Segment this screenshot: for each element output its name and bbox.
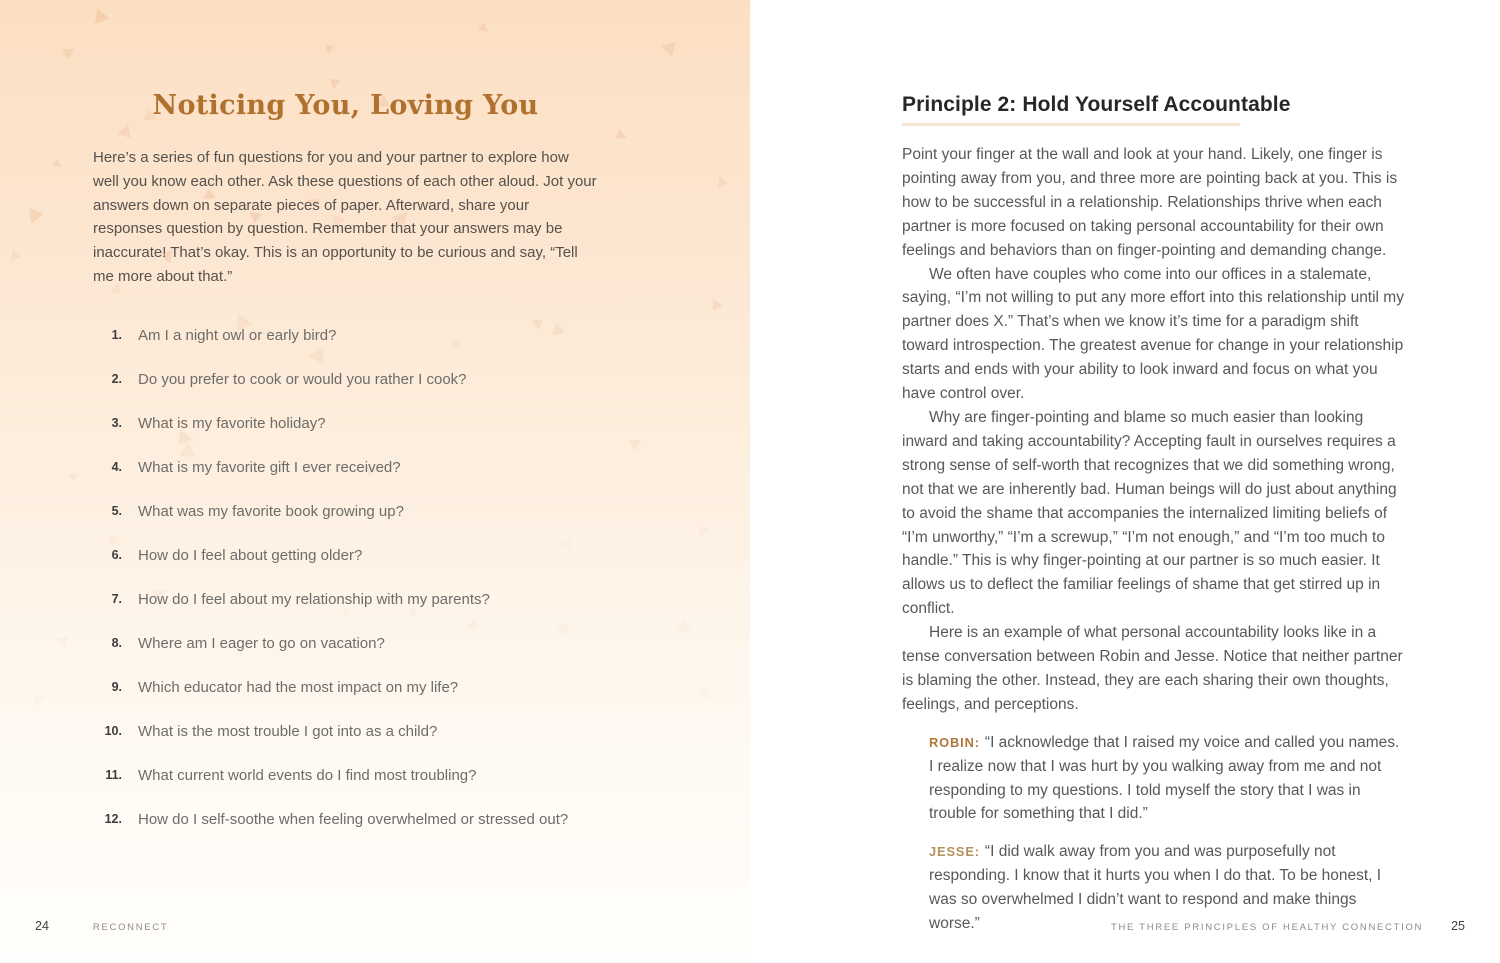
item-number: 10. <box>104 723 122 738</box>
item-number: 9. <box>111 679 122 694</box>
item-number: 5. <box>111 503 122 518</box>
triangle-motif <box>708 298 724 314</box>
item-number: 6. <box>111 547 122 562</box>
triangle-motif <box>89 7 111 29</box>
item-number: 8. <box>111 635 122 650</box>
running-head: THE THREE PRINCIPLES OF HEALTHY CONNECTION <box>1110 922 1424 933</box>
triangle-motif <box>672 618 693 639</box>
item-number: 12. <box>104 811 122 826</box>
body-paragraph: Point your finger at the wall and look at your hand. Likely, one finger is pointing away from you, and three more are pointing back at you. This is how to be successful in a relationship. Relationships thrive when each partner is more focused on taking personal accountability for their own feelings and behaviors than on finger-pointing and demanding change. <box>902 146 1398 259</box>
questions-list <box>93 326 598 830</box>
item-number: 2. <box>111 371 122 386</box>
question-text: How do I self-soothe when feeling overwhelmed or stressed out? <box>138 810 569 828</box>
triangle-motif <box>714 176 729 191</box>
question-text: What was my favorite book growing up? <box>138 502 404 520</box>
heading-underline <box>902 123 1240 126</box>
question-text: Where am I eager to go on vacation? <box>138 634 385 652</box>
list-item <box>93 458 598 478</box>
triangle-motif <box>477 21 489 33</box>
triangle-motif <box>626 434 644 452</box>
list-item <box>93 590 598 610</box>
right-page-footer <box>1111 919 1465 933</box>
list-item <box>93 326 598 346</box>
list-item <box>93 634 598 654</box>
list-item <box>93 546 598 566</box>
speaker-label-robin: ROBIN: <box>929 734 980 750</box>
body-paragraph: Why are finger-pointing and blame so much easier than looking inward and taking accountability? Accepting fault in ourselves requires a strong sense of self-worth that recognizes that we did something wrong, not that we are inherently bad. Human beings will do just about anything to avoid the shame that accompanies the internalized limiting beliefs of “I’m unworthy,” “I’m a screwup,” “I’m not enough,” and “I’m too much to handle.” This is why finger-pointing at our partner is so much easier. It allows us to deflect the familiar feelings of shame that get stirred up in conflict. <box>902 408 1397 618</box>
triangle-motif <box>612 127 628 143</box>
triangle-motif <box>324 42 337 55</box>
question-text: Am I a night owl or early bird? <box>138 326 337 344</box>
question-text: How do I feel about my relationship with my parents? <box>138 590 490 608</box>
dialogue-robin <box>929 731 1407 827</box>
speaker-label-jesse: JESSE: <box>929 844 980 860</box>
list-item <box>93 370 598 390</box>
body-paragraph: Here is an example of what personal accountability looks like in a tense conversation between Robin and Jesse. Notice that neither partner is blaming the other. Instead, they are each sharing their own thoughts, feelings, and perceptions. <box>902 624 1403 713</box>
running-head: RECONNECT <box>92 922 169 933</box>
item-number: 7. <box>111 591 122 606</box>
triangle-motif <box>695 684 712 701</box>
item-number: 11. <box>105 767 122 782</box>
left-page-footer <box>35 919 168 933</box>
page-title: Noticing You, Loving You <box>152 90 539 121</box>
list-item <box>93 810 598 830</box>
question-text: Which educator had the most impact on my life? <box>138 678 459 696</box>
question-text: How do I feel about getting older? <box>138 546 363 564</box>
item-number: 1. <box>111 327 122 342</box>
question-text: What is the most trouble I got into as a child? <box>138 722 438 740</box>
list-item <box>93 722 598 742</box>
page-number: 25 <box>1451 919 1465 933</box>
list-item <box>93 502 598 522</box>
question-text: Do you prefer to cook or would you rather I cook? <box>138 370 467 388</box>
intro-paragraph: Here’s a series of fun questions for you and your partner to explore how well you know each other. Ask these questions of each other aloud. Jot your answers down on separate pieces of paper. Afterward, share your responses question by question. Remember that your answers may be inaccurate! That’s okay. This is an opportunity to be curious and say, “Tell me more about that.” <box>93 149 597 285</box>
section-heading: Principle 2: Hold Yourself Accountable <box>902 93 1291 116</box>
question-text: What current world events do I find most troubling? <box>138 766 477 784</box>
question-text: What is my favorite gift I ever received? <box>138 458 401 476</box>
list-item <box>93 766 598 786</box>
triangle-motif <box>698 525 710 537</box>
dialogue-text: “I did walk away from you and was purposefully not responding. I know that it hurts you when I do that. To be honest, I was so overwhelmed I didn’t want to respond and make things worse.” <box>929 843 1382 933</box>
list-item <box>93 678 598 698</box>
page-number: 24 <box>35 919 49 933</box>
item-number: 3. <box>111 415 122 430</box>
triangle-motif <box>328 75 342 89</box>
left-page-content <box>0 90 598 830</box>
right-page <box>750 0 1500 963</box>
triangle-motif <box>59 43 76 60</box>
list-item <box>93 414 598 434</box>
dialogue-text: “I acknowledge that I raised my voice and called you names. I realize now that I was hurt by you walking away from me and not responding to my questions. I told myself the story that I was in trouble for something that I did.” <box>929 733 1400 823</box>
item-number: 4. <box>111 459 122 474</box>
question-text: What is my favorite holiday? <box>138 414 326 432</box>
body-paragraph: We often have couples who come into our offices in a stalemate, saying, “I’m not willing to put any more effort into this relationship until my partner does X.” That’s when we know it’s time for a paradigm shift toward introspection. The greatest avenue for change in your relationship starts and ends with your ability to look inward and focus on what you have control over. <box>902 265 1404 403</box>
triangle-motif <box>660 37 681 58</box>
